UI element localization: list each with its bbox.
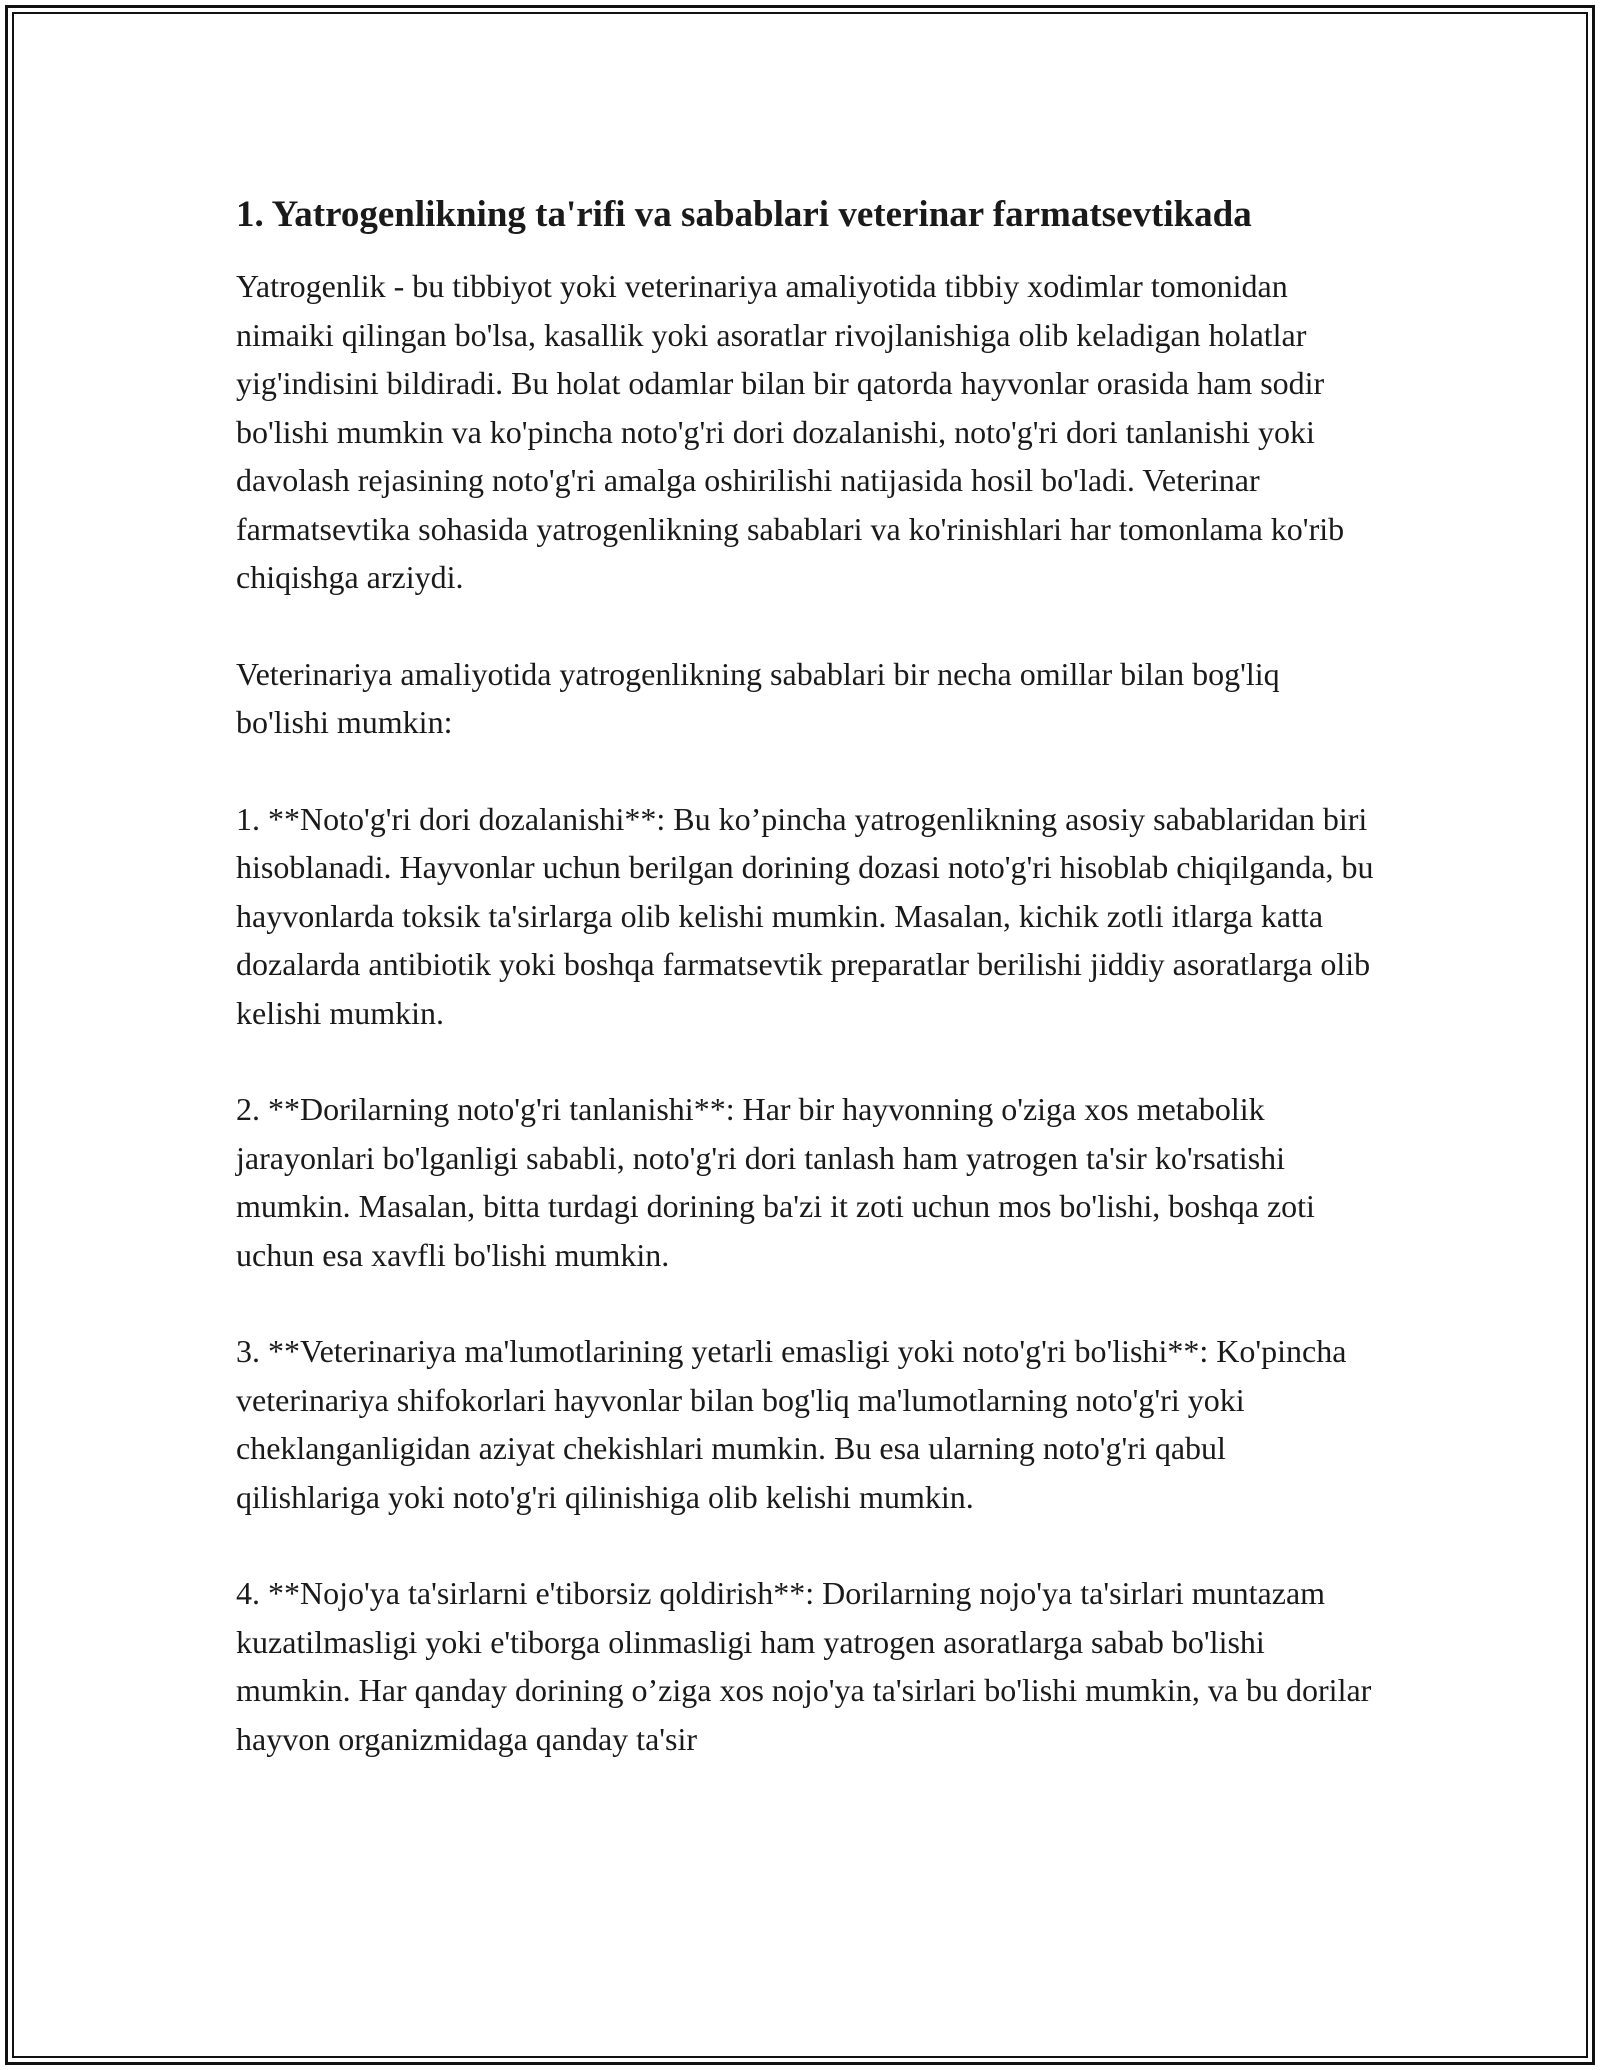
section-heading: 1. Yatrogenlikning ta'rifi va sabablari veterinar farmatsevtikada <box>236 194 1252 235</box>
document-body <box>236 188 1376 1763</box>
list-item-side-effects: 4. **Nojo'ya ta'sirlarni e'tiborsiz qoldirish**: Dorilarning nojo'ya ta'sirlari muntazam kuzatilmasligi yoki e'tiborga olinmasligi ham yatrogen asoratlarga sabab bo'lishi mumkin. Har qanday dorining o’ziga xos nojo'ya ta'sirlari bo'lishi mumkin, va bu dorilar hayvon organizmidaga qanday ta'sir <box>236 1575 1372 1757</box>
list-item-drug-selection: 2. **Dorilarning noto'g'ri tanlanishi**: Har bir hayvonning o'ziga xos metabolik jarayonlari bo'lganligi sababli, noto'g'ri dori tanlash ham yatrogen ta'sir ko'rsatishi mumkin. Masalan, bitta turdagi dorining ba'zi it zoti uchun mos bo'lishi, boshqa zoti uchun esa xavfli bo'lishi mumkin. <box>236 1091 1315 1273</box>
paragraph-definition: Yatrogenlik - bu tibbiyot yoki veterinariya amaliyotida tibbiy xodimlar tomonidan nimaiki qilingan bo'lsa, kasallik yoki asoratlar rivojlanishiga olib keladigan holatlar yig'indisini bildiradi. Bu holat odamlar bilan bir qatorda hayvonlar orasida ham sodir bo'lishi mumkin va ko'pincha noto'g'ri dori dozalanishi, noto'g'ri dori tanlanishi yoki davolash rejasining noto'g'ri amalga oshirilishi natijasida hosil bo'ladi. Veterinar farmatsevtika sohasida yatrogenlikning sabablari va ko'rinishlari har tomonlama ko'rib chiqishga arziydi. <box>236 268 1345 595</box>
list-item-veterinary-data: 3. **Veterinariya ma'lumotlarining yetarli emasligi yoki noto'g'ri bo'lishi**: Ko'pincha veterinariya shifokorlari hayvonlar bilan bog'liq ma'lumotlarning noto'g'ri yoki cheklanganligidan aziyat chekishlari mumkin. Bu esa ularning noto'g'ri qabul qilishlariga yoki noto'g'ri qilinishiga olib kelishi mumkin. <box>236 1333 1347 1515</box>
paragraph-causes-intro: Veterinariya amaliyotida yatrogenlikning sabablari bir necha omillar bilan bog'liq bo'lishi mumkin: <box>236 655 1280 740</box>
list-item-dosage: 1. **Noto'g'ri dori dozalanishi**: Bu ko’pincha yatrogenlikning asosiy sabablaridan biri hisoblanadi. Hayvonlar uchun berilgan dorining dozasi noto'g'ri hisoblab chiqilganda, bu hayvonlarda toksik ta'sirlarga olib kelishi mumkin. Masalan, kichik zotli itlarga katta dozalarda antibiotik yoki boshqa farmatsevtik preparatlar berilishi jiddiy asoratlarga olib kelishi mumkin. <box>236 800 1374 1031</box>
